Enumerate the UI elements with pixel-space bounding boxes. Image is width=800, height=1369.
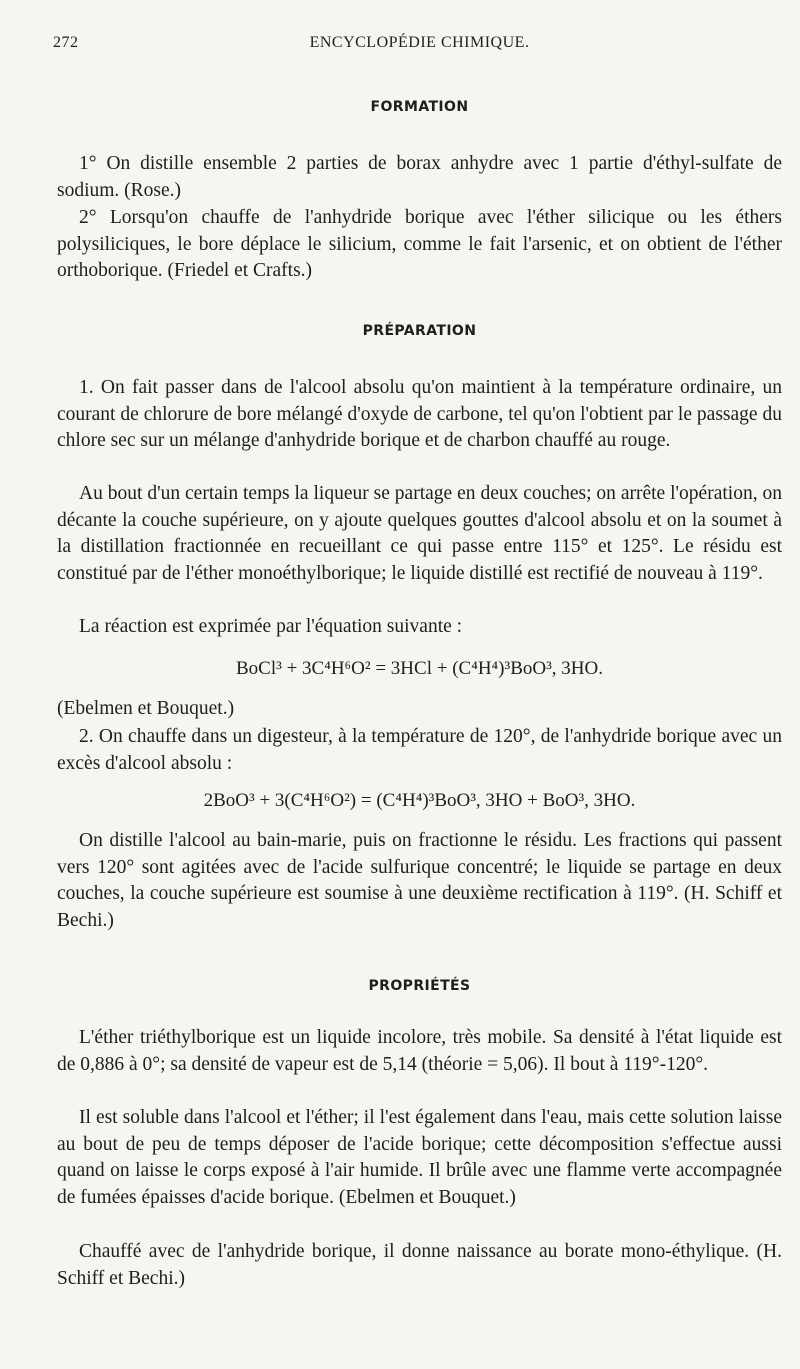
section-title-preparation: PRÉPARATION — [362, 323, 477, 339]
section-title-formation: FORMATION — [370, 99, 469, 115]
proprietes-paragraph-2: Il est soluble dans l'alcool et l'éther; il l'est également dans l'eau, mais cette solution laisse au bout de peu de temps déposer de l'acide borique; cette décomposition s'effectue aussi quand on laisse le corps exposé à l'air humide. Il brûle avec une flamme verte accompagnée de fumées épaisses d'acide borique. (Ebelmen et Bouquet.) — [57, 1107, 782, 1208]
equation-2: 2BoO³ + 3(C⁴H⁶O²) = (C⁴H⁴)³BoO³, 3HO + BoO³, 3HO. — [203, 790, 636, 811]
page-number: 272 — [53, 34, 79, 51]
preparation-paragraph-2: Au bout d'un certain temps la liqueur se partage en deux couches; on arrête l'opération, on décante la couche supérieure, on y ajoute quelques gouttes d'alcool absolu et on la soumet à la distillation fractionnée en recueillant ce qui passe entre 115° et 125°. Le résidu est constitué par de l'éther monoéthylborique; le liquide distillé est rectifié de nouveau à 119°. — [57, 483, 782, 584]
preparation-paragraph-1: 1. On fait passer dans de l'alcool absolu qu'on maintient à la température ordinaire, un courant de chlorure de bore mélangé d'oxyde de carbone, tel qu'on l'obtient par le passage du chlore sec sur un mélange d'anhydride borique et de charbon chauffé au rouge. — [57, 377, 782, 451]
section-title-proprietes: PROPRIÉTÉS — [368, 978, 471, 994]
journal-title: ENCYCLOPÉDIE CHIMIQUE. — [309, 34, 530, 51]
preparation-paragraph-3: La réaction est exprimée par l'équation suivante : — [79, 616, 463, 637]
preparation-paragraph-5: 2. On chauffe dans un digesteur, à la température de 120°, de l'anhydride borique avec un excès d'alcool absolu : — [57, 726, 782, 774]
preparation-paragraph-4: (Ebelmen et Bouquet.) — [57, 698, 235, 719]
proprietes-paragraph-1: L'éther triéthylborique est un liquide incolore, très mobile. Sa densité à l'état liquide est de 0,886 à 0°; sa densité de vapeur est de 5,14 (théorie = 5,06). Il bout à 119°-120°. — [57, 1027, 782, 1075]
proprietes-paragraph-3: Chauffé avec de l'anhydride borique, il donne naissance au borate mono-éthylique. (H. Schiff et Bechi.) — [57, 1241, 782, 1289]
document-page — [53, 0, 782, 1369]
preparation-paragraph-6: On distille l'alcool au bain-marie, puis on fractionne le résidu. Les fractions qui passent vers 120° sont agitées avec de l'acide sulfurique concentré; le liquide se partage en deux couches, la couche supérieure est soumise à une deuxième rectification à 119°. (H. Schiff et Bechi.) — [57, 830, 782, 931]
equation-1: BoCl³ + 3C⁴H⁶O² = 3HCl + (C⁴H⁴)³BoO³, 3HO. — [236, 658, 603, 679]
running-head — [53, 34, 782, 56]
formation-paragraph-2: 2° Lorsqu'on chauffe de l'anhydride borique avec l'éther silicique ou les éthers polysiliciques, le bore déplace le silicium, comme le fait l'arsenic, et on obtient de l'éther orthoborique. (Friedel et Crafts.) — [57, 207, 782, 281]
formation-paragraph-1: 1° On distille ensemble 2 parties de borax anhydre avec 1 partie d'éthyl-sulfate de sodium. (Rose.) — [57, 153, 782, 201]
